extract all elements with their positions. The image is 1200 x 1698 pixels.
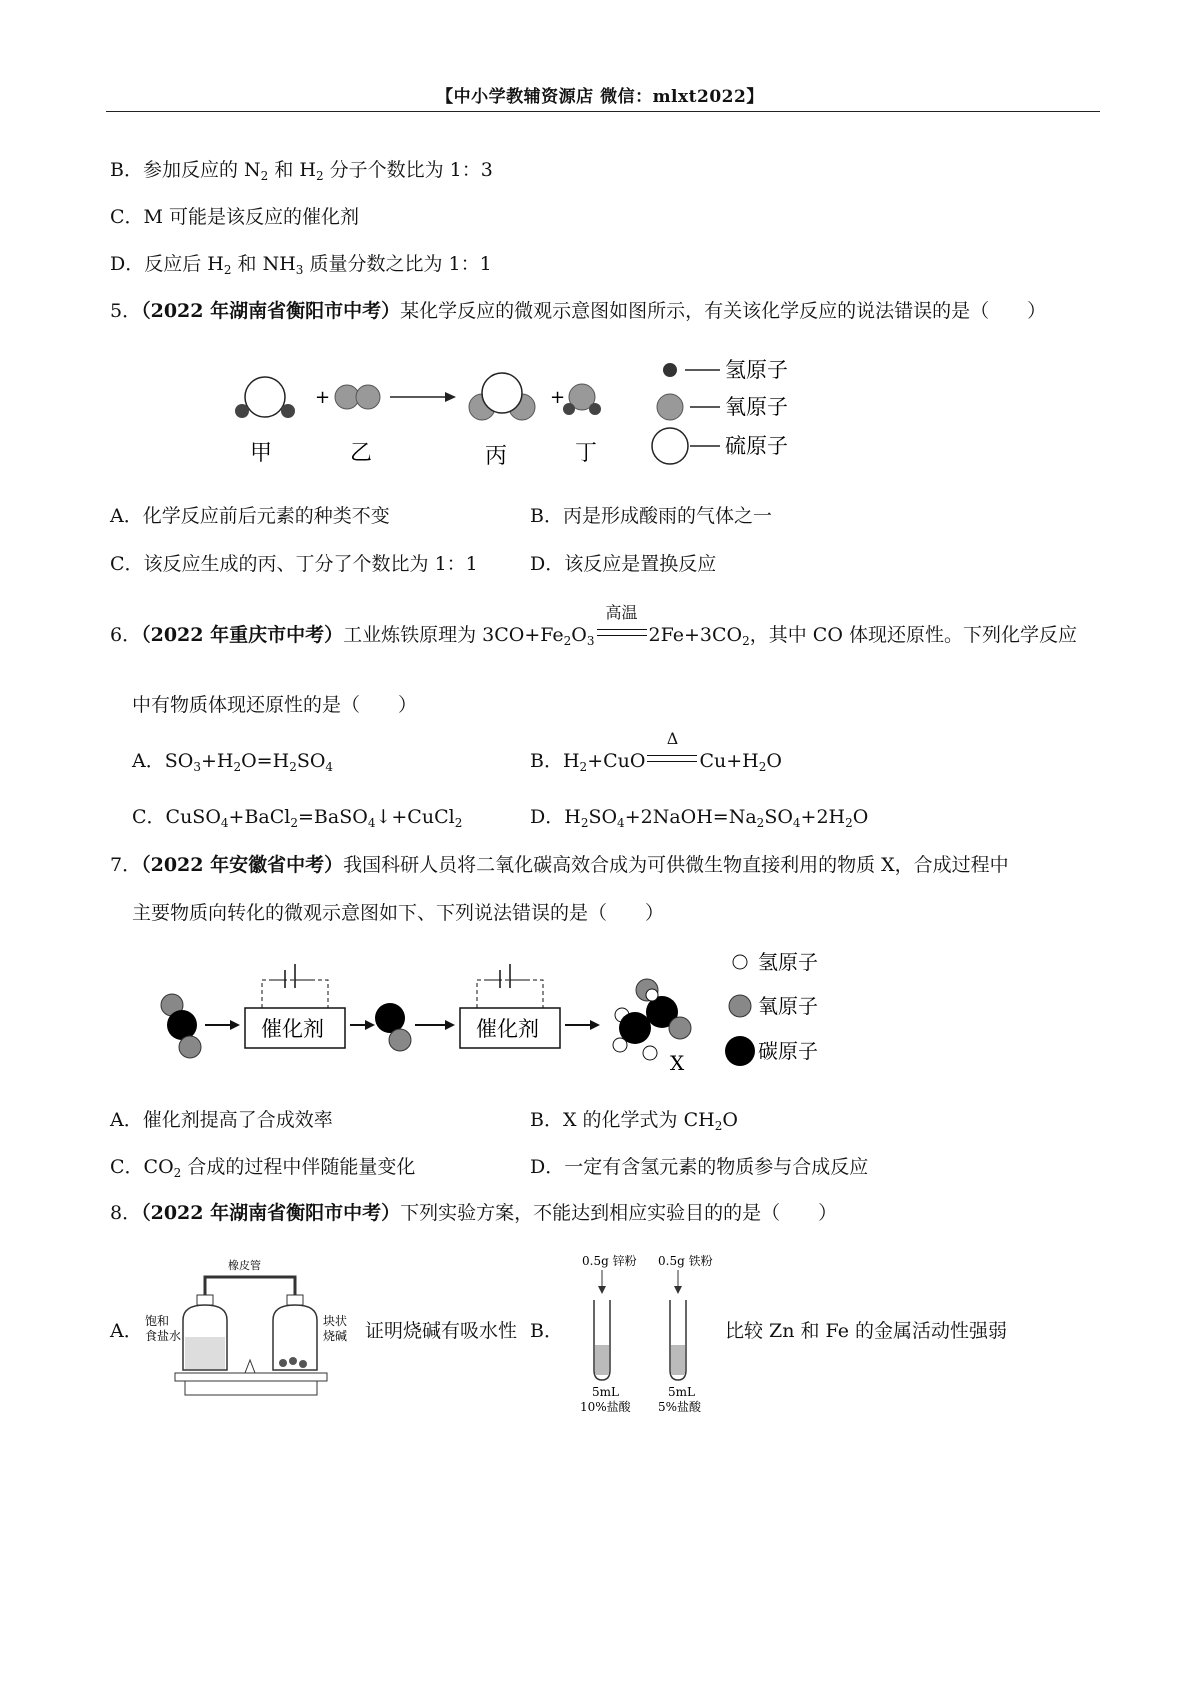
label-bing: 丙 [485, 444, 508, 469]
svg-text:5mL: 5mL [592, 1385, 619, 1399]
svg-text:5mL: 5mL [668, 1385, 695, 1399]
label-yi: 乙 [350, 441, 373, 466]
q7-stem: 7．（2022 年安徽省中考）我国科研人员将二氧化碳高效合成为可供微生物直接利用的物质 X，合成过程中 [110, 854, 1009, 876]
q7-option-d: D．一定有含氢元素的物质参与合成反应 [530, 1156, 869, 1178]
q7-option-c: C．$CO_2$ 合成的过程中伴随能量变化 [110, 1156, 416, 1180]
q7-option-b: B．X 的化学式为 $CH_2O$ [530, 1109, 738, 1133]
q8-option-a-letter: A． [110, 1320, 143, 1342]
q6-stem: 6．（2022 年重庆市中考）工业炼铁原理为 $3CO+Fe_2O_3$ 高温 $2Fe+3CO_2$，其中 CO 体现还原性。下列化学反应 [110, 603, 1077, 648]
catalyst-box-2 [460, 964, 560, 1048]
q7-option-a: A．催化剂提高了合成效率 [110, 1109, 333, 1131]
q5-stem: 5．（2022 年湖南省衡阳市中考）某化学反应的微观示意图如图所示，有关该化学反应的说法错误的是（ ） [110, 300, 1047, 322]
svg-text:10%盐酸: 10%盐酸 [580, 1400, 631, 1414]
q4-option-c: C．M 可能是该反应的催化剂 [110, 206, 360, 228]
q4-option-b: B．参加反应的 $N_2$ 和 $H_2$ 分子个数比为 1：3 [110, 159, 493, 183]
svg-text:食盐水: 食盐水 [145, 1329, 182, 1343]
page-header: 【中小学教辅资源店 微信：mlxt2022】 [436, 87, 764, 107]
q7-micro-diagram [150, 950, 850, 1080]
q8-option-b-text: 比较 Zn 和 Fe 的金属活动性强弱 [725, 1320, 1007, 1342]
svg-text:硫原子: 硫原子 [725, 434, 788, 458]
molecule-co2 [161, 994, 201, 1058]
svg-text:饱和: 饱和 [145, 1314, 170, 1328]
svg-text:氧原子: 氧原子 [758, 994, 818, 1018]
q8-apparatus-a [145, 1255, 355, 1405]
svg-text:橡皮管: 橡皮管 [228, 1259, 261, 1272]
legend-q7 [725, 950, 818, 1066]
svg-text:氢原子: 氢原子 [758, 950, 818, 974]
q4-option-d: D．反应后 $H_2$ 和 $NH_3$ 质量分数之比为 1：1 [110, 253, 492, 277]
q5-option-b: B．丙是形成酸雨的气体之一 [530, 505, 772, 527]
molecule-co [375, 1003, 411, 1051]
q6-condition-sign: 高温 [597, 622, 647, 648]
svg-text:催化剂: 催化剂 [476, 1017, 539, 1041]
svg-text:烧碱: 烧碱 [323, 1329, 348, 1343]
molecule-bing [469, 373, 535, 420]
q6-option-b: B．$H_2+CuO$ Δ $Cu+H_2O$ [530, 729, 782, 774]
q5-option-c: C．该反应生成的丙、丁分了个数比为 1：1 [110, 553, 478, 575]
molecule-yi [335, 385, 380, 409]
catalyst-box-1 [245, 964, 345, 1048]
plus-2: + [550, 387, 566, 408]
q8-stem: 8．（2022 年湖南省衡阳市中考）下列实验方案，不能达到相应实验目的的是（ ） [110, 1202, 838, 1224]
q5-micro-diagram [220, 345, 850, 475]
q8-option-b-letter: B． [530, 1320, 563, 1342]
svg-text:5%盐酸: 5%盐酸 [658, 1400, 702, 1414]
header-rule [106, 111, 1100, 112]
q8-apparatus-b [570, 1250, 720, 1415]
q7-stem-line2: 主要物质向转化的微观示意图如下、下列说法错误的是（ ） [132, 902, 665, 924]
svg-text:催化剂: 催化剂 [261, 1017, 324, 1041]
svg-text:0.5g 铁粉: 0.5g 铁粉 [658, 1254, 713, 1268]
q6-option-d: D．$H_2SO_4+2NaOH=Na_2SO_4+2H_2O$ [530, 806, 869, 830]
q6-option-a: A．$SO_3+H_2O=H_2SO_4$ [132, 750, 334, 774]
svg-text:块状: 块状 [323, 1314, 348, 1328]
label-x: X [670, 1051, 685, 1075]
molecule-x [613, 979, 691, 1060]
legend-q5 [652, 358, 788, 464]
plus-1: + [315, 387, 331, 408]
svg-text:0.5g 锌粉: 0.5g 锌粉 [582, 1254, 637, 1268]
q8-option-a-text: 证明烧碱有吸水性 [365, 1320, 518, 1342]
molecule-jia [235, 377, 295, 418]
label-jia: 甲 [250, 441, 273, 466]
q5-option-d: D．该反应是置换反应 [530, 553, 717, 575]
q5-option-a: A．化学反应前后元素的种类不变 [110, 505, 390, 527]
svg-text:碳原子: 碳原子 [758, 1039, 818, 1063]
svg-text:氧原子: 氧原子 [725, 395, 788, 419]
q6-heat-sign: Δ [647, 748, 697, 774]
q6-option-c: C．CuSO$_4$+BaCl$_2$=BaSO$_4$↓+CuCl$_2$ [132, 806, 463, 830]
label-ding: 丁 [575, 441, 598, 466]
svg-text:氢原子: 氢原子 [725, 358, 788, 382]
molecule-ding [563, 384, 601, 415]
q6-stem-line2: 中有物质体现还原性的是（ ） [132, 694, 418, 716]
